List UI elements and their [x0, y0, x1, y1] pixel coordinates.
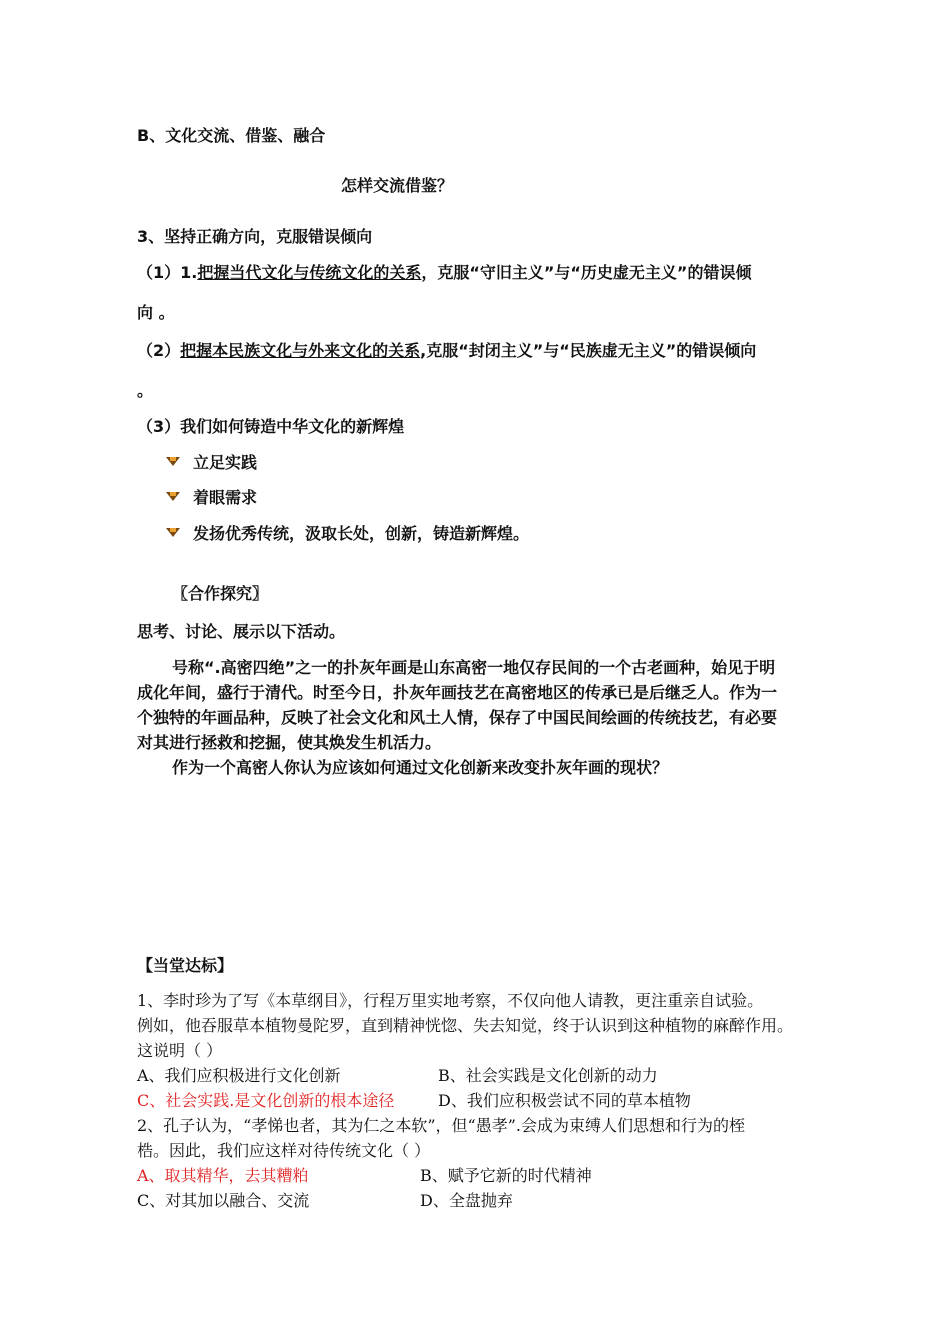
q1-option-c-answer: C、社会实践.是文化创新的根本途径 [137, 1091, 395, 1110]
item3-1-rest: ，克服“守旧主义”与“历史虚无主义”的错误倾 [421, 263, 752, 282]
bullet-arrow-icon [166, 528, 180, 537]
question-how: 怎样交流借鉴？ [341, 176, 454, 195]
item3-2-rest: ,克服“封闭主义”与“民族虚无主义”的错误倾向 [420, 341, 757, 360]
q2-option-d: D、全盘抛弃 [420, 1191, 513, 1210]
q2-line: 2、孔子认为，“孝悌也者，其为仁之本软”，但“愚孝”.会成为束缚人们思想和行为的桎 [137, 1116, 745, 1135]
q1-line: 这说明（ ） [137, 1041, 223, 1060]
section-b-title: B、文化交流、借鉴、融合 [137, 126, 326, 145]
bullet-arrow-icon [166, 492, 180, 501]
q2-line: 梏。因此，我们应这样对待传统文化（ ） [137, 1141, 431, 1160]
q2-option-b: B、赋予它新的时代精神 [420, 1166, 592, 1185]
q1-line: 1、李时珍为了写《本草纲目》，行程万里实地考察，不仅向他人请教，更注重亲自试验。 [137, 991, 764, 1010]
coop-paragraph-line: 成化年间，盛行于清代。时至今日，扑灰年画技艺在高密地区的传承已是后继乏人。作为一 [137, 683, 778, 702]
item3-2-cont: 。 [137, 381, 154, 400]
item3-1-key-phrase: 把握当代文化与传统文化的关系 [197, 263, 422, 282]
item3-1-line [137, 262, 751, 284]
q1-line: 例如，他吞服草本植物曼陀罗，直到精神恍惚、失去知觉，终于认识到这种植物的麻醉作用。 [137, 1016, 794, 1035]
coop-question: 作为一个高密人你认为应该如何通过文化创新来改变扑灰年画的现状？ [172, 758, 669, 777]
bullet-item: 立足实践 [193, 453, 258, 472]
q1-option-a: A、我们应积极进行文化创新 [137, 1066, 341, 1085]
standard-title: 【当堂达标】 [137, 956, 234, 975]
item3-1-cont: 向 。 [137, 303, 175, 322]
coop-paragraph-line: 对其进行拯救和挖掘，使其焕发生机活力。 [137, 733, 442, 752]
item3-2-line [137, 340, 756, 362]
item3-1-prefix: （1）1. [137, 263, 198, 282]
item3-2-prefix: （2） [137, 341, 181, 360]
q2-option-a-answer: A、取其精华，去其糟粕 [137, 1166, 309, 1185]
q2-option-c: C、对其加以融合、交流 [137, 1191, 310, 1210]
coop-paragraph-line: 号称“.高密四绝”之一的扑灰年画是山东高密一地仅存民间的一个古老画种，始见于明 [172, 658, 776, 677]
bullet-item: 发扬优秀传统，汲取长处，创新，铸造新辉煌。 [193, 524, 530, 543]
q1-option-b: B、社会实践是文化创新的动力 [438, 1066, 658, 1085]
q1-option-d: D、我们应积极尝试不同的草本植物 [438, 1091, 691, 1110]
item3-2-key-phrase: 把握本民族文化与外来文化的关系 [180, 341, 421, 360]
item3-title: 3、坚持正确方向，克服错误倾向 [137, 227, 373, 246]
item3-3: （3）我们如何铸造中华文化的新辉煌 [137, 417, 405, 436]
bullet-item: 着眼需求 [193, 488, 258, 507]
coop-intro: 思考、讨论、展示以下活动。 [137, 622, 346, 641]
coop-title: 〖合作探究〗 [172, 584, 269, 603]
bullet-arrow-icon [166, 457, 180, 466]
coop-paragraph-line: 个独特的年画品种，反映了社会文化和风土人情，保存了中国民间绘画的传统技艺，有必要 [137, 708, 778, 727]
